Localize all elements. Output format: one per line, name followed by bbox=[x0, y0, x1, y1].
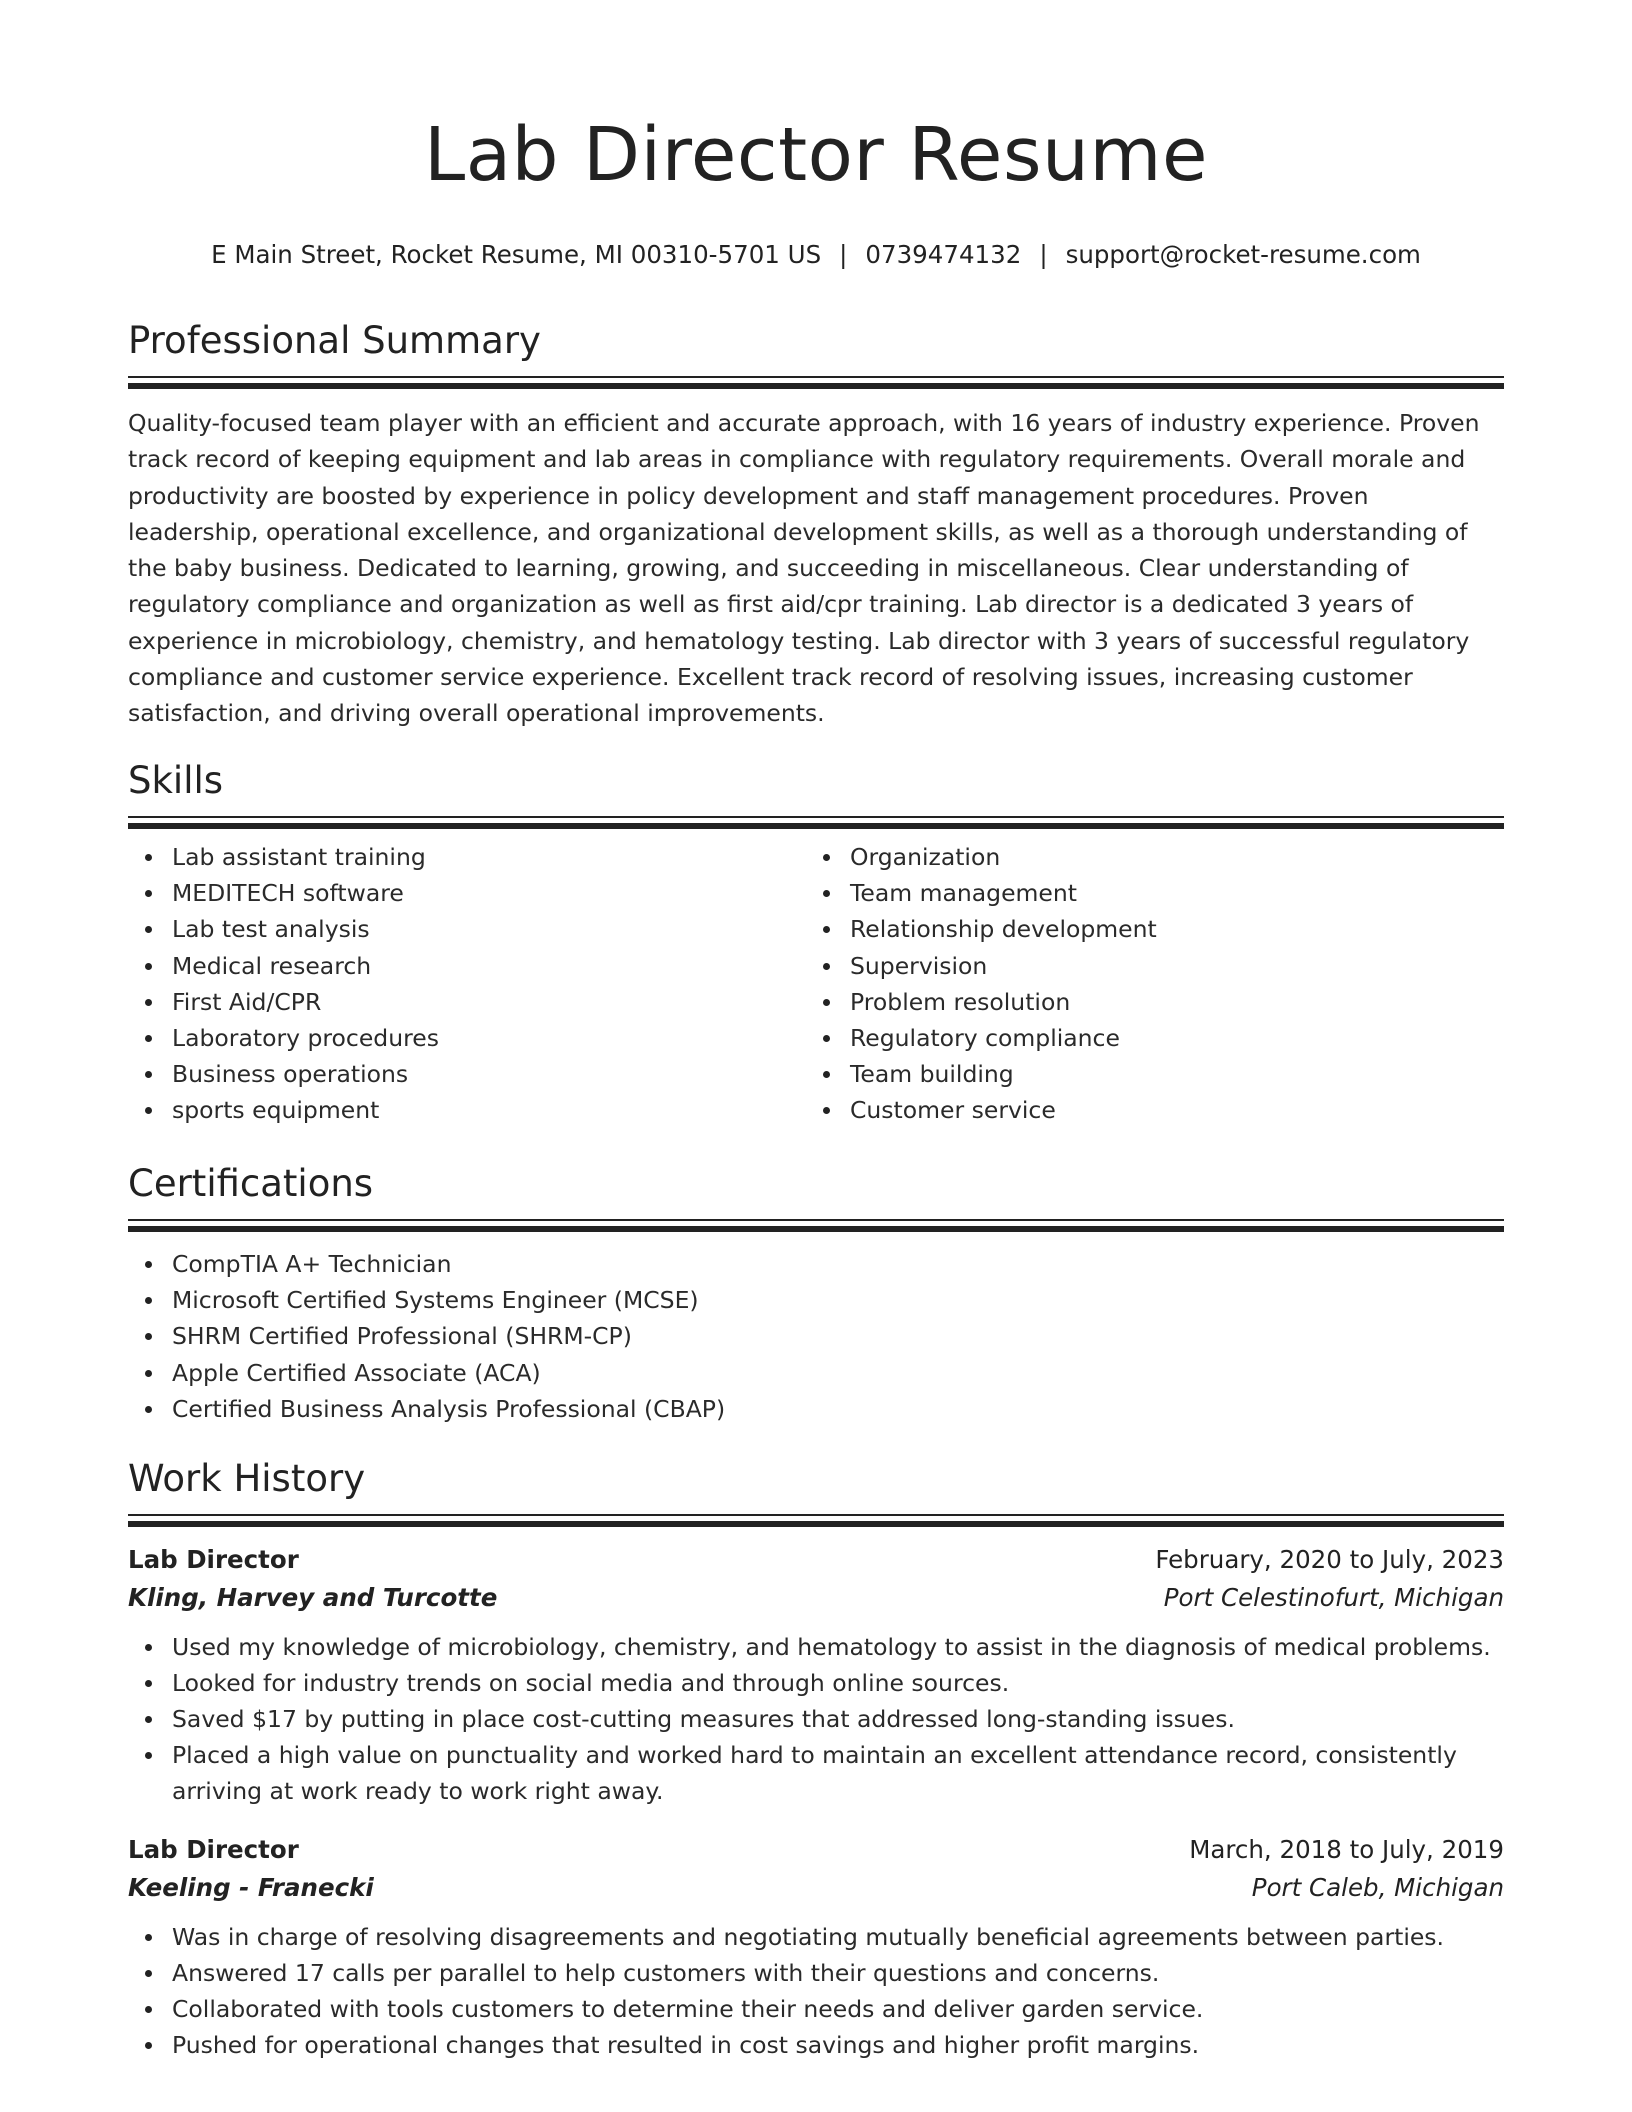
skill-item: Customer service bbox=[850, 1092, 1484, 1128]
skill-item: Problem resolution bbox=[850, 984, 1484, 1020]
job-bullet: Collaborated with tools customers to determine their needs and deliver garden service. bbox=[172, 1991, 1504, 2027]
skill-item: sports equipment bbox=[172, 1092, 806, 1128]
contact-line bbox=[128, 240, 1504, 269]
contact-email: support@rocket-resume.com bbox=[1065, 240, 1421, 269]
job-bullet: Used my knowledge of microbiology, chemistry, and hematology to assist in the diagnosis of medical problems. bbox=[172, 1629, 1504, 1665]
job-dates: February, 2020 to July, 2023 bbox=[1155, 1545, 1504, 1574]
skill-item: First Aid/CPR bbox=[172, 984, 806, 1020]
skills-column-left bbox=[128, 839, 806, 1129]
section-divider-thick bbox=[128, 383, 1504, 389]
job-bullets bbox=[128, 1919, 1504, 2063]
job-subheader bbox=[128, 1579, 1504, 1617]
job-location: Port Caleb, Michigan bbox=[1251, 1873, 1504, 1902]
skills-column-right bbox=[806, 839, 1484, 1129]
skill-item: Laboratory procedures bbox=[172, 1020, 806, 1056]
skill-item: Regulatory compliance bbox=[850, 1020, 1484, 1056]
job-company: Kling, Harvey and Turcotte bbox=[128, 1583, 498, 1612]
certifications-list bbox=[128, 1246, 1504, 1427]
summary-section bbox=[128, 319, 1504, 732]
skill-item: Organization bbox=[850, 839, 1484, 875]
job-title: Lab Director bbox=[128, 1545, 299, 1574]
certification-item: Certified Business Analysis Professional (CBAP) bbox=[172, 1391, 1504, 1427]
certifications-heading: Certifications bbox=[128, 1162, 374, 1205]
skill-item: Relationship development bbox=[850, 911, 1484, 947]
certification-item: Apple Certified Associate (ACA) bbox=[172, 1355, 1504, 1391]
job-bullets bbox=[128, 1629, 1504, 1809]
job-company: Keeling - Franecki bbox=[128, 1873, 374, 1902]
section-divider bbox=[128, 1514, 1504, 1516]
skills-section bbox=[128, 759, 1504, 1129]
job-header bbox=[128, 1541, 1504, 1579]
contact-separator: | bbox=[1039, 240, 1048, 269]
job-bullet: Pushed for operational changes that resulted in cost savings and higher profit margins. bbox=[172, 2027, 1504, 2063]
section-divider-thick bbox=[128, 823, 1504, 829]
contact-phone: 0739474132 bbox=[865, 240, 1022, 269]
skill-item: Medical research bbox=[172, 948, 806, 984]
skills-grid bbox=[128, 839, 1504, 1129]
summary-text: Quality-focused team player with an efficient and accurate approach, with 16 years of industry experience. Proven track record of keeping equipment and lab areas in compliance with regulatory requirements. Overall morale and productivity are boosted by experience in policy development and staff management procedures. Proven leadership, operational excellence, and organizational development skills, as well as a thorough understanding of the baby business. Dedicated to learning, growing, and succeeding in miscellaneous. Clear understanding of regulatory compliance and organization as well as first aid/cpr training. Lab director is a dedicated 3 years of experience in microbiology, chemistry, and hematology testing. Lab director with 3 years of successful regulatory compliance and customer service experience. Excellent track record of resolving issues, increasing customer satisfaction, and driving overall operational improvements. bbox=[128, 409, 1480, 728]
contact-address: E Main Street, Rocket Resume, MI 00310-5701 US bbox=[211, 240, 822, 269]
job-entry bbox=[128, 1541, 1504, 1809]
summary-heading: Professional Summary bbox=[128, 319, 541, 362]
work-history-heading: Work History bbox=[128, 1457, 366, 1500]
work-history-section bbox=[128, 1457, 1504, 2063]
contact-separator: | bbox=[839, 240, 848, 269]
job-title: Lab Director bbox=[128, 1835, 299, 1864]
job-bullet: Answered 17 calls per parallel to help customers with their questions and concerns. bbox=[172, 1955, 1504, 1991]
skill-item: MEDITECH software bbox=[172, 875, 806, 911]
job-dates: March, 2018 to July, 2019 bbox=[1189, 1835, 1504, 1864]
skill-item: Lab test analysis bbox=[172, 911, 806, 947]
job-bullet: Placed a high value on punctuality and worked hard to maintain an excellent attendance record, consistently arriving at work ready to work right away. bbox=[172, 1737, 1504, 1809]
section-divider-thick bbox=[128, 1521, 1504, 1527]
skill-item: Team building bbox=[850, 1056, 1484, 1092]
skill-item: Team management bbox=[850, 875, 1484, 911]
resume-title: Lab Director Resume bbox=[423, 112, 1209, 198]
job-bullet: Looked for industry trends on social media and through online sources. bbox=[172, 1665, 1504, 1701]
certification-item: SHRM Certified Professional (SHRM-CP) bbox=[172, 1318, 1504, 1354]
skill-item: Lab assistant training bbox=[172, 839, 806, 875]
section-divider-thick bbox=[128, 1226, 1504, 1232]
certifications-section bbox=[128, 1162, 1504, 1427]
skills-heading: Skills bbox=[128, 759, 224, 802]
job-bullet: Was in charge of resolving disagreements and negotiating mutually beneficial agreements between parties. bbox=[172, 1919, 1504, 1955]
job-subheader bbox=[128, 1869, 1504, 1907]
job-bullet: Saved $17 by putting in place cost-cutting measures that addressed long-standing issues. bbox=[172, 1701, 1504, 1737]
job-entry bbox=[128, 1831, 1504, 2063]
section-divider bbox=[128, 376, 1504, 378]
certification-item: CompTIA A+ Technician bbox=[172, 1246, 1504, 1282]
section-divider bbox=[128, 816, 1504, 818]
section-divider bbox=[128, 1219, 1504, 1221]
certification-item: Microsoft Certified Systems Engineer (MCSE) bbox=[172, 1282, 1504, 1318]
skill-item: Business operations bbox=[172, 1056, 806, 1092]
skill-item: Supervision bbox=[850, 948, 1484, 984]
job-location: Port Celestinofurt, Michigan bbox=[1163, 1583, 1504, 1612]
job-header bbox=[128, 1831, 1504, 1869]
